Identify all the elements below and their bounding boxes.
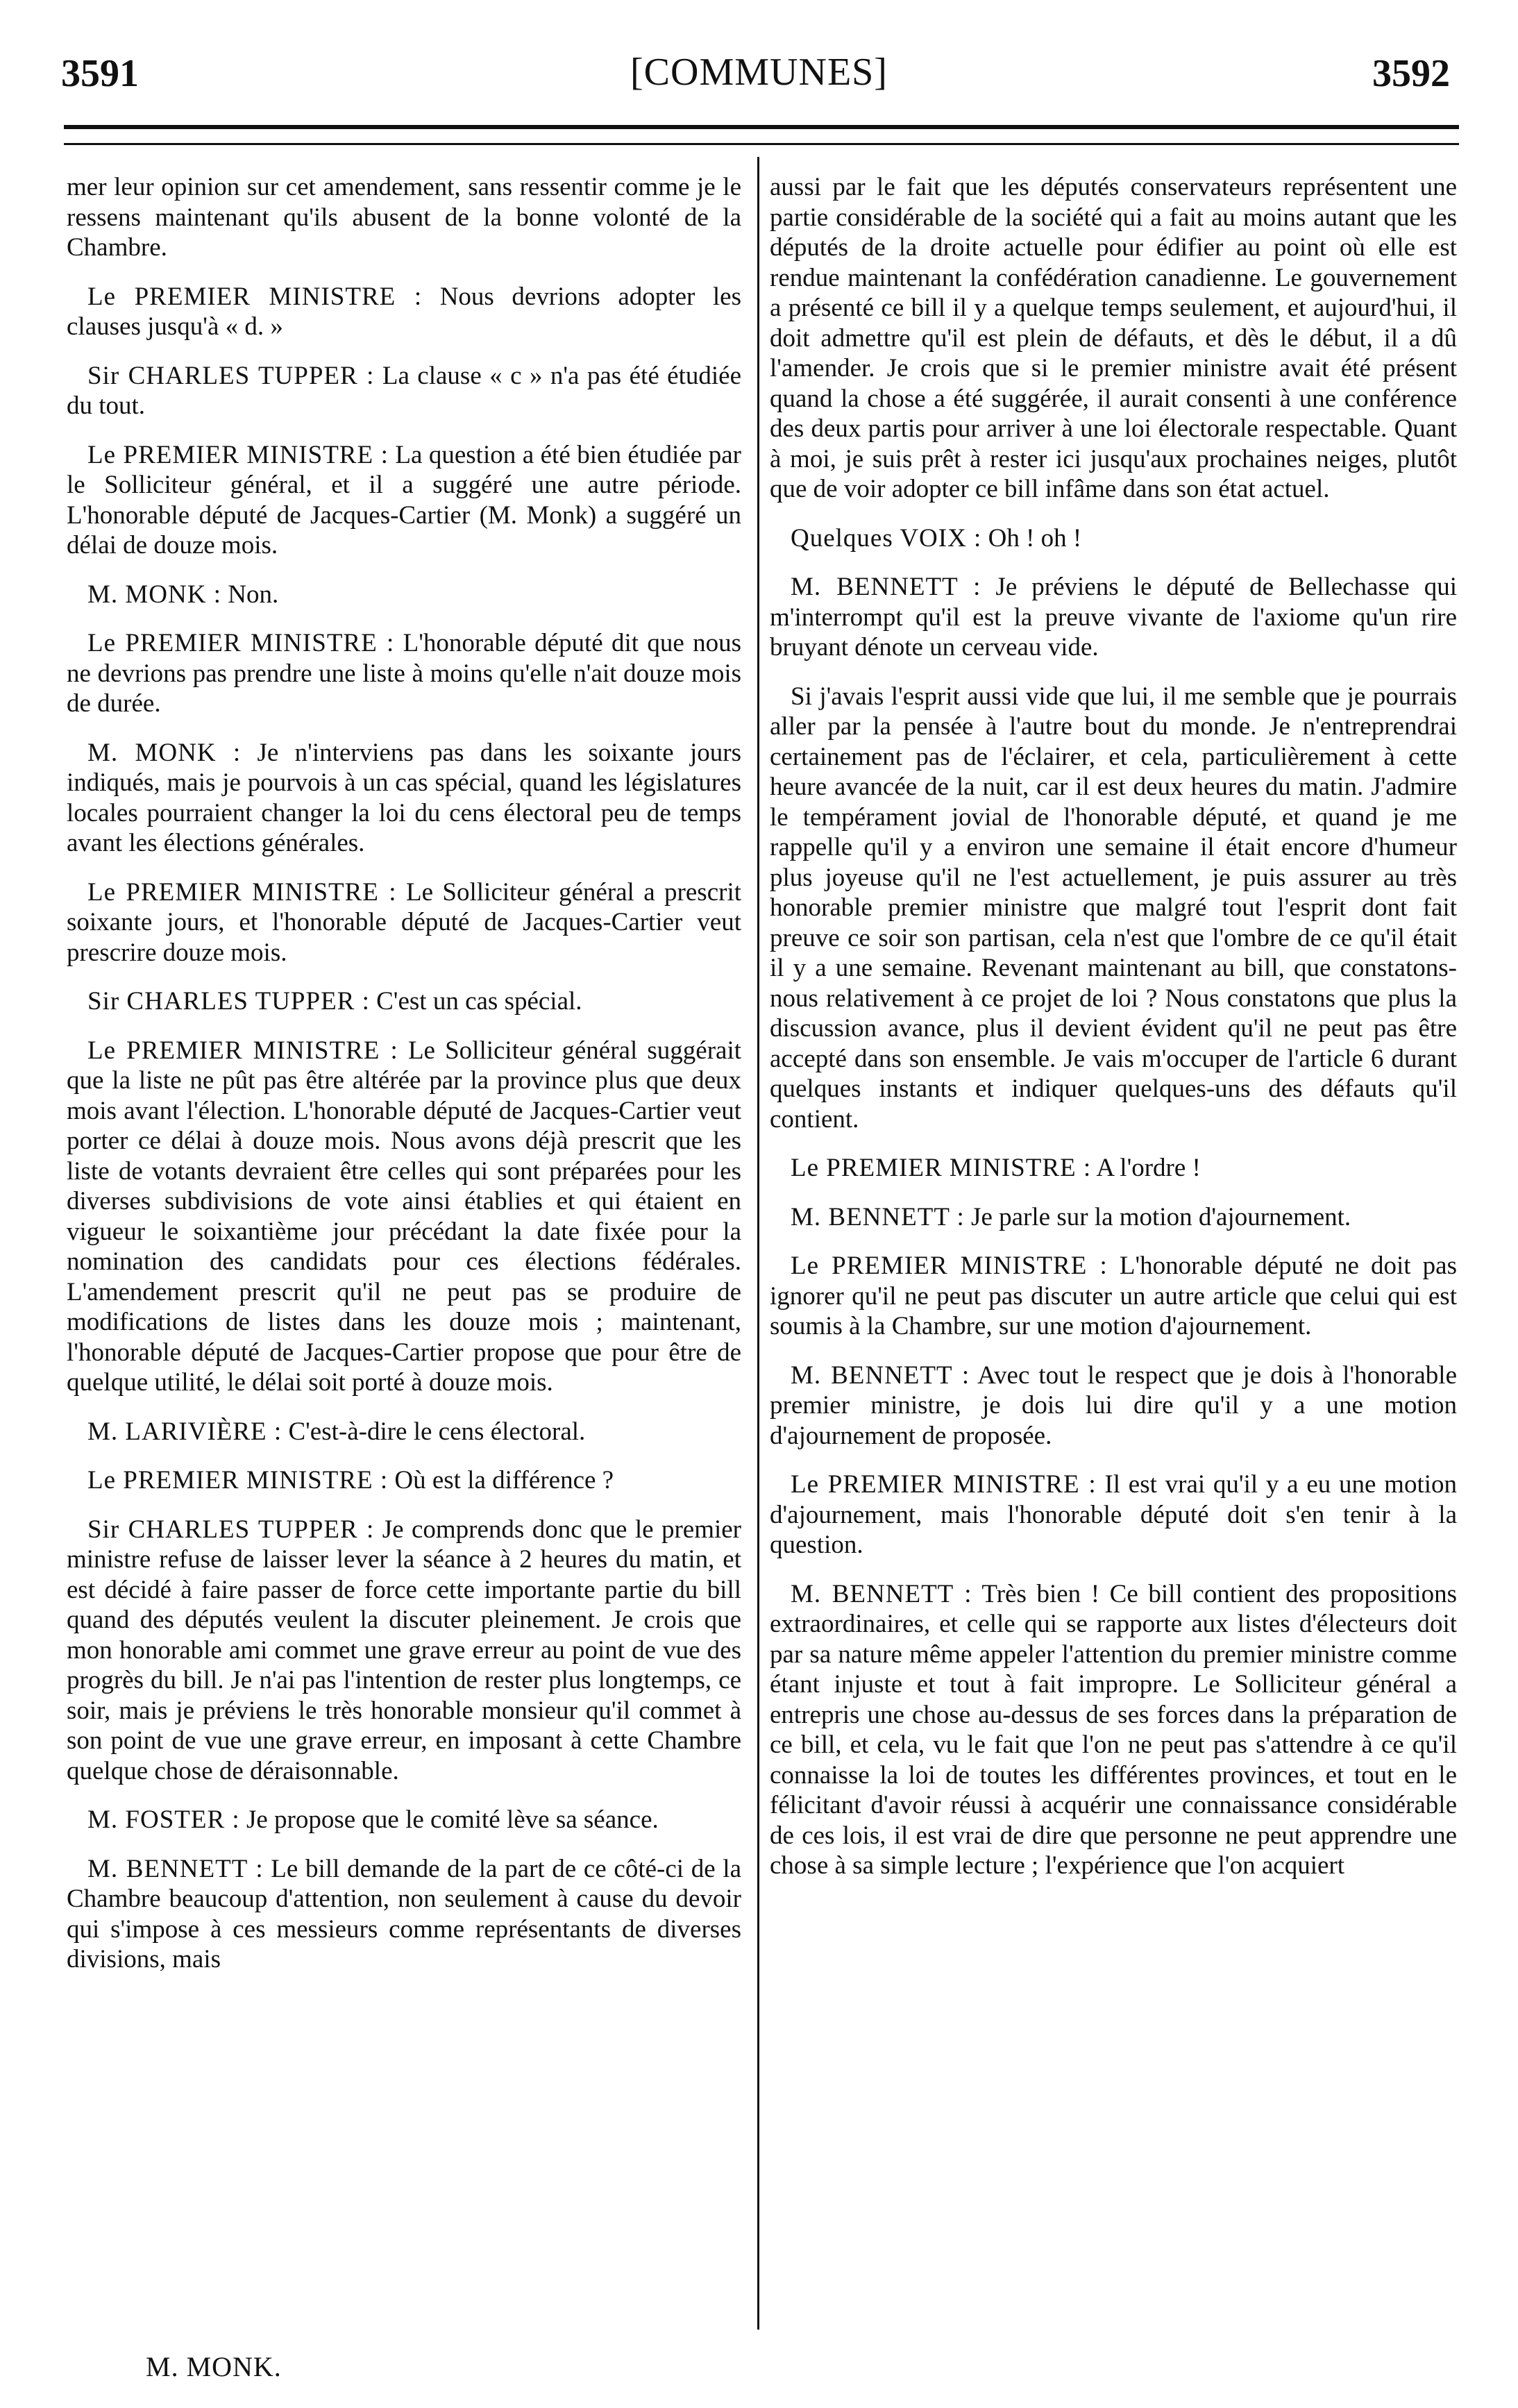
paragraph-text: Je propose que le comité lève sa séance. <box>246 1805 659 1834</box>
speaker-name: Le PREMIER MINISTRE : <box>87 282 423 311</box>
column-divider <box>757 157 759 2330</box>
paragraph-text: C'est-à-dire le cens électoral. <box>288 1417 586 1446</box>
paragraph-text: La question a été bien étudiée par le Solliciteur général, et il a suggéré une autre période. L'honorable député de Jacques-Cartier (M. Monk) a suggéré un délai de douze mois. <box>67 440 741 559</box>
speaker-name: M. LARIVIÈRE : <box>87 1417 282 1446</box>
page-header <box>0 0 1518 118</box>
paragraph-text: C'est un cas spécial. <box>376 987 582 1016</box>
paragraph-text: Le bill demande de la part de ce côté-ci de la Chambre beaucoup d'attention, non seulement à cause du devoir qui s'impose à ces messieurs comme représentants de diverses divisions, mais <box>67 1854 741 1973</box>
right-column <box>770 172 1457 1900</box>
paragraph-text: Non. <box>228 580 279 609</box>
speaker-name: Le PREMIER MINISTRE : <box>87 629 395 657</box>
speaker-name: Le PREMIER MINISTRE : <box>791 1154 1092 1182</box>
paragraph-text: Je n'interviens pas dans les soixante jours indiqués, mais je pourvois à un cas spécial, quand les législatures locales pourraient changer la loi du cens électoral peu de temps avant les élections générales. <box>67 738 741 857</box>
paragraph-text: aussi par le fait que les députés conservateurs représentent une partie considérable de la société qui a fait au moins autant que les députés de la droite actuelle pour édifier au point où elle est rendue maintenant la confédération canadienne. Le gouvernement a présenté ce bill il y a quelque temps seulement, et aujourd'hui, il doit admettre qu'il est plein de défauts, et dès le début, il a dû l'amender. Je crois que si le premier ministre avait été présent quand la chose a été suggérée, il aurait consenti à une conférence des deux partis pour arriver à une loi électorale respectable. Quant à moi, je suis prêt à rester ici jusqu'aux prochaines neiges, plutôt que de voir adopter ce bill infâme dans son état actuel. <box>770 173 1457 503</box>
header-rule-thick <box>64 125 1459 129</box>
paragraph <box>67 738 741 859</box>
paragraph <box>67 628 741 719</box>
paragraph <box>770 1579 1457 1881</box>
speaker-name: M. BENNETT : <box>87 1854 264 1883</box>
paragraph <box>67 440 741 561</box>
paragraph <box>67 1854 741 1975</box>
paragraph-text: Où est la différence ? <box>394 1466 614 1495</box>
paragraph-text: Le Solliciteur général a prescrit soixante jours, et l'honorable député de Jacques-Cartier veut prescrire douze mois. <box>67 877 742 967</box>
speaker-name: M. MONK : <box>87 580 221 609</box>
paragraph <box>67 877 741 968</box>
paragraph <box>770 572 1457 663</box>
paragraph <box>67 1465 741 1496</box>
paragraph-text: Oh ! oh ! <box>988 523 1082 553</box>
speaker-name: M. BENNETT : <box>791 1579 972 1608</box>
paragraph <box>770 523 1457 554</box>
speaker-name: Le PREMIER MINISTRE : <box>87 877 397 907</box>
paragraph <box>67 361 741 421</box>
speaker-name: Sir CHARLES TUPPER : <box>87 1515 375 1544</box>
speaker-name: M. FOSTER : <box>87 1805 240 1834</box>
speaker-name: M. BENNETT : <box>791 573 981 601</box>
paragraph <box>770 1202 1457 1233</box>
paragraph <box>770 1361 1457 1451</box>
paragraph <box>770 1470 1457 1560</box>
paragraph <box>770 1251 1457 1342</box>
paragraph-text: Nous devrions adopter les clauses jusqu'à « d. » <box>67 282 741 341</box>
paragraph <box>67 1036 741 1398</box>
speaker-name: M. BENNETT : <box>791 1361 970 1390</box>
paragraph-text: L'honorable député dit que nous ne devrions pas prendre une liste à moins qu'elle n'ait douze mois de durée. <box>67 629 742 718</box>
paragraph-text: Je comprends donc que le premier ministre refuse de laisser lever la séance à 2 heures du matin, et est décidé à faire passer de force cette importante partie du bill quand des députés veulent la discuter pleinement. Je crois que mon honorable ami commet une grave erreur au point de vue des progrès du bill. Je n'ai pas l'intention de rester plus longtemps, ce soir, mais je préviens le très honorable monsieur qu'il commet à son point de vue une grave erreur, en imposant à cette Chambre quelque chose de déraisonnable. <box>67 1515 741 1785</box>
paragraph-text: Le Solliciteur général suggérait que la liste ne pût pas être altérée par la province plus que deux mois avant l'élection. L'honorable député de Jacques-Cartier veut porter ce délai à douze mois. Nous avons déjà prescrit que les liste de votants devraient être celles qui sont préparées pour les diverses subdivisions de vote ainsi établies et qui étaient en vigueur le soixantième jour précédant la date fixée pour la nomination des candidats pour ces élections fédérales. L'amendement prescrit qu'il ne peut pas se produire de modifications de listes dans les douze mois ; maintenant, l'honorable député de Jacques-Cartier propose que pour être de quelque utilité, le délai soit porté à douze mois. <box>67 1036 741 1397</box>
speaker-name: Le PREMIER MINISTRE : <box>87 440 389 469</box>
paragraph <box>67 1515 741 1787</box>
paragraph <box>770 1153 1457 1184</box>
paragraph <box>770 172 1457 505</box>
paragraph-text: Très bien ! Ce bill contient des propositions extraordinaires, et celle qui se rapporte aux listes d'électeurs doit par sa nature même appeler l'attention du premier ministre comme étant injuste et tout à fait impropre. Le Solliciteur général a entrepris une chose au-dessus de ses forces dans la préparation de ce bill, et cela, vu le fait que l'on ne peut pas s'attendre à ce qu'il connaisse la loi de toutes les différentes provinces, et tout en le félicitant d'avoir réussi à acquérir une connaissance considérable de ces lois, il est vrai de dire que personne ne peut apprendre une chose à sa simple lecture ; l'expérience que l'on acquiert <box>770 1579 1457 1880</box>
paragraph-text: La clause « c » n'a pas été étudiée du tout. <box>67 361 742 420</box>
page-number-right: 3592 <box>1372 52 1450 95</box>
speaker-name: M. MONK : <box>87 738 242 767</box>
paragraph <box>770 682 1457 1135</box>
paragraph-text: Il est vrai qu'il y a eu une motion d'ajournement, mais l'honorable député doit s'en tenir à la question. <box>770 1470 1458 1559</box>
paragraph <box>67 282 741 342</box>
left-column <box>67 172 741 1994</box>
paragraph-text: mer leur opinion sur cet amendement, sans ressentir comme je le ressens maintenant qu'ils abusent de la bonne volonté de la Chambre. <box>67 173 741 262</box>
paragraph-text: L'honorable député ne doit pas ignorer qu'il ne peut pas discuter un autre article que celui qui est soumis à la Chambre, sur une motion d'ajournement. <box>770 1252 1457 1340</box>
paragraph <box>67 172 741 263</box>
speaker-name: Le PREMIER MINISTRE : <box>87 1036 398 1065</box>
paragraph <box>67 986 741 1017</box>
paragraph-text: A l'ordre ! <box>1096 1154 1201 1182</box>
paragraph <box>67 1805 741 1835</box>
paragraph-text: Je parle sur la motion d'ajournement. <box>971 1202 1351 1231</box>
footer-speaker-mark: M. MONK. <box>146 2351 282 2382</box>
speaker-name: Le PREMIER MINISTRE : <box>87 1466 389 1495</box>
paragraph-text: Je préviens le député de Bellechasse qui m'interrompt qu'il est la preuve vivante de l'axiome qu'un rire bruyant dénote un cerveau vide. <box>770 573 1458 662</box>
paragraph <box>67 580 741 610</box>
speaker-name: Le PREMIER MINISTRE : <box>791 1252 1108 1280</box>
header-rule-thin <box>64 143 1459 145</box>
paragraph-text: Avec tout le respect que je dois à l'honorable premier ministre, je dois lui dire qu'il y a une motion d'ajournement de proposée. <box>770 1361 1457 1450</box>
page-number-left: 3591 <box>61 52 139 95</box>
speaker-name: Quelques VOIX : <box>791 523 982 553</box>
paragraph <box>67 1417 741 1447</box>
paragraph-text: Si j'avais l'esprit aussi vide que lui, il me semble que je pourrais aller par la pensée à l'autre bout du monde. Je n'entreprendrai certainement pas de l'éclairer, et cela, particulièrement à cette heure avancée de la nuit, car il est deux heures du matin. J'admire le tempérament jovial de l'honorable député, et quand je me rappelle qu'il y a environ une semaine il était encore d'humeur plus joyeuse qu'il ne l'est actuellement, je puis assurer au très honorable premier ministre que malgré tout l'esprit dont fait preuve ce soir son partisan, cela n'est que l'ombre de ce qu'il était il y a une semaine. Revenant maintenant au bill, que constatons-nous relativement à ce projet de loi ? Nous constatons que plus la discussion avance, plus il devient évident qu'il ne peut pas être accepté dans son ensemble. Je vais m'occuper de l'article 6 durant quelques instants et indiquer quelques-uns des défauts qu'il contient. <box>770 682 1457 1134</box>
speaker-name: Sir CHARLES TUPPER : <box>87 361 375 390</box>
speaker-name: Sir CHARLES TUPPER : <box>87 987 370 1016</box>
speaker-name: M. BENNETT : <box>791 1202 965 1231</box>
running-title: [COMMUNES] <box>630 51 888 94</box>
speaker-name: Le PREMIER MINISTRE : <box>791 1470 1097 1499</box>
